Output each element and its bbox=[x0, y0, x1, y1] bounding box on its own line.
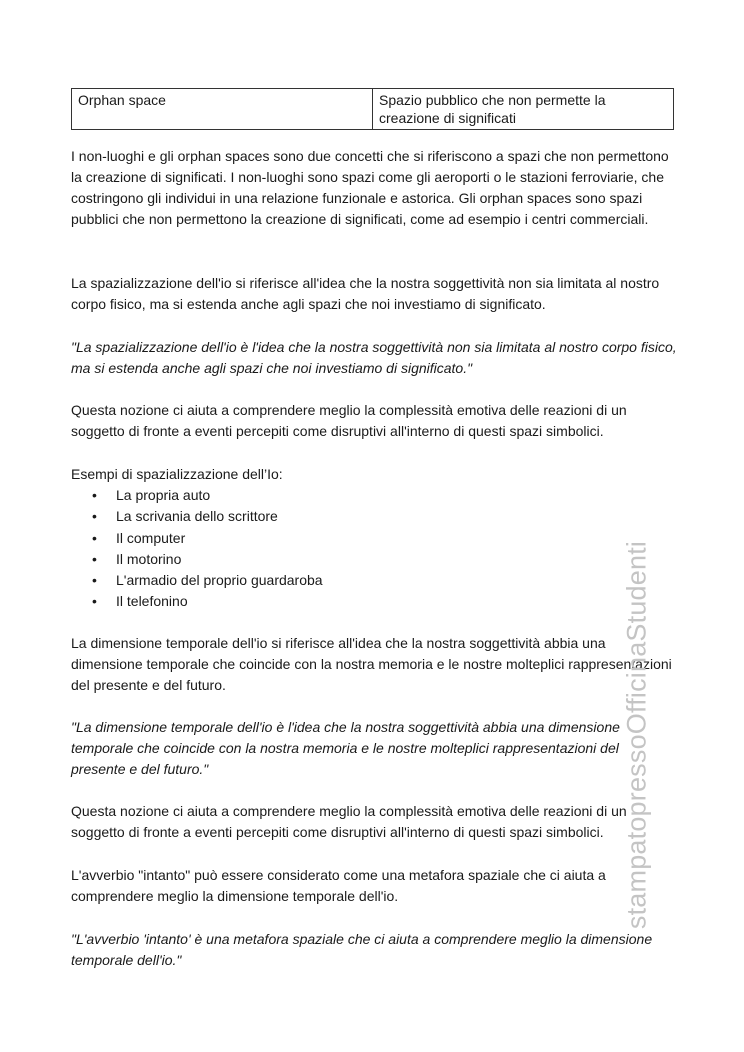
quote: "L'avverbio 'intanto' è una metafora spaziale che ci aiuta a comprendere meglio la dimensione temporale dell'io." bbox=[71, 931, 653, 968]
list-item: • Il motorino bbox=[92, 550, 182, 567]
glossary-table bbox=[71, 88, 674, 130]
list-item: • La scrivania dello scrittore bbox=[92, 508, 278, 525]
definition-cell: Spazio pubblico che non permette la creazione di significati bbox=[373, 89, 674, 130]
table-row bbox=[72, 89, 674, 130]
paragraph: Questa nozione ci aiuta a comprendere meglio la complessità emotiva delle reazioni di un soggetto di fronte a eventi percepiti come disruptivi all'interno di questi spazi simbolici. bbox=[71, 402, 627, 439]
list-item: • La propria auto bbox=[92, 487, 211, 503]
list-heading: Esempi di spazializzazione dell’Io: bbox=[71, 466, 283, 482]
paragraph: L'avverbio "intanto" può essere considerato come una metafora spaziale che ci aiuta a comprendere meglio la dimensione temporale dell'io. bbox=[71, 867, 606, 904]
paragraph: Questa nozione ci aiuta a comprendere meglio la complessità emotiva delle reazioni di un soggetto di fronte a eventi percepiti come disruptivi all'interno di questi spazi simbolici. bbox=[71, 803, 627, 840]
paragraph: I non-luoghi e gli orphan spaces sono due concetti che si riferiscono a spazi che non permettono la creazione di significati. I non-luoghi sono spazi come gli aeroporti o le stazioni ferroviarie, che costringono gli individui in una relazione funzionale e astorica. Gli orphan spaces sono spazi pubblici che non permettono la creazione di significati, come ad esempio i centri commerciali. bbox=[71, 148, 669, 227]
examples-list bbox=[71, 485, 323, 613]
paragraph: La dimensione temporale dell'io si riferisce all'idea che la nostra soggettività abbia una dimensione temporale che coincide con la nostra memoria e le nostre molteplici rappresentazioni del presente e del futuro. bbox=[71, 635, 672, 693]
list-item: • Il computer bbox=[92, 529, 186, 546]
quote: "La dimensione temporale dell'io è l'idea che la nostra soggettività abbia una dimensione temporale che coincide con la nostra memoria e le nostre molteplici rappresentazioni del presente e del futuro." bbox=[71, 719, 620, 777]
list-item: • L'armadio del proprio guardaroba bbox=[92, 572, 323, 589]
term-cell: Orphan space bbox=[72, 89, 373, 130]
watermark: stampatopressoOfficinaStudenti bbox=[621, 540, 652, 930]
paragraph: La spazializzazione dell'io si riferisce all'idea che la nostra soggettività non sia limitata al nostro corpo fisico, ma si estenda anche agli spazi che noi investiamo di significato. bbox=[71, 275, 660, 312]
quote: "La spazializzazione dell'io è l'idea che la nostra soggettività non sia limitata al nostro corpo fisico, ma si estenda anche agli spazi che noi investiamo di significato." bbox=[71, 339, 677, 376]
list-item: • Il telefonino bbox=[92, 593, 188, 610]
